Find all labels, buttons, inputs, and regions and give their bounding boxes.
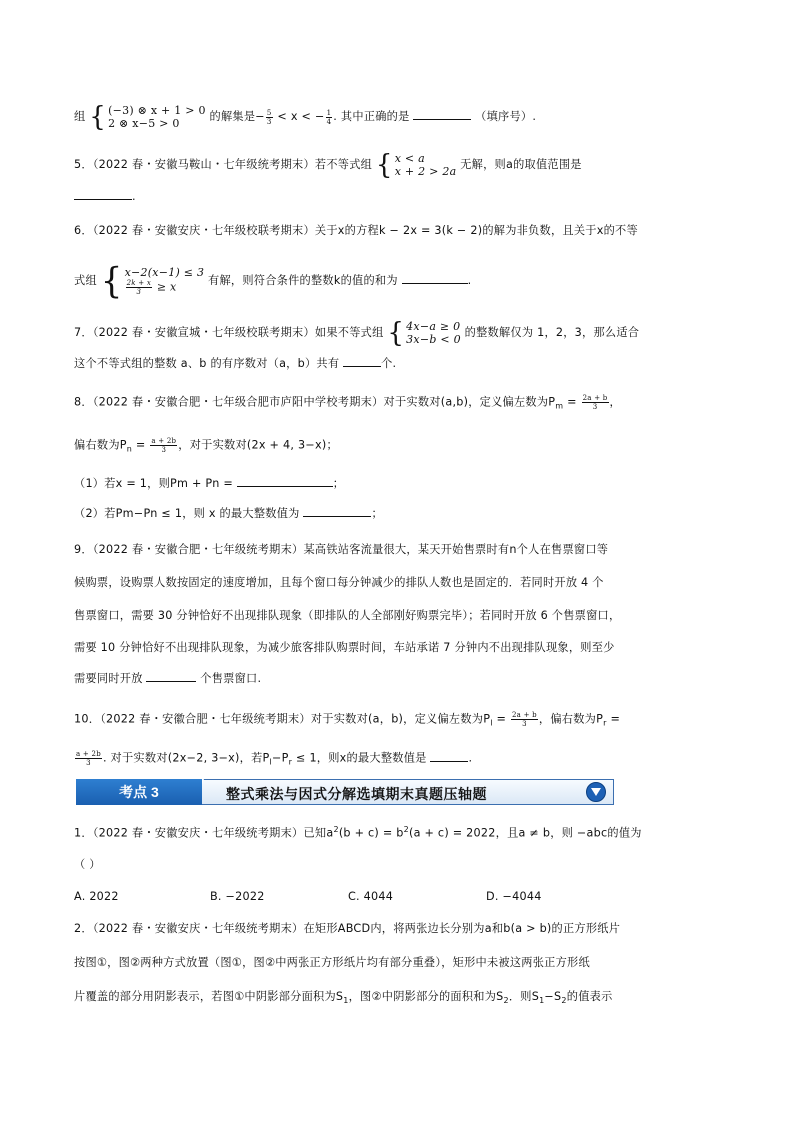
question-text: 售票窗口，需要 30 分钟恰好不出现排队现象（即排队的人全部刚好购票完毕）；若同时开放 6 个售票窗口，	[74, 609, 621, 622]
question-text: ，偏右数为P	[538, 712, 604, 726]
question-text: 偏右数为P	[74, 438, 127, 452]
question-10-line-1	[74, 711, 620, 728]
subscript: l	[490, 718, 493, 728]
subscript: l	[269, 757, 273, 767]
fraction: $\frac{5}{3}$	[266, 108, 272, 126]
fraction: $\frac{1}{4}$	[326, 108, 332, 126]
text: =	[563, 395, 581, 409]
section-question-2-line-2	[74, 957, 590, 968]
system-row: (−3) ⊗ x + 1 > 0	[108, 104, 206, 117]
question-text: 这个不等式组的整数 a、b 的有序数对（a，b）共有	[74, 357, 340, 370]
text: ；	[332, 477, 345, 490]
question-text: 8．（2022 春・安徽合肥・七年级合肥市庐阳中学校考期末）对于实数对(a,b)，定义偏左数为P	[74, 395, 556, 409]
system-row: x < a	[394, 152, 425, 165]
subscript: n	[126, 444, 133, 454]
question-text: （1）若x = 1，则Pm + Pn =	[74, 477, 233, 490]
system-row: 4x−a ≥ 0	[406, 320, 461, 333]
fraction: $\frac{a + 2b}{3}$	[151, 437, 177, 454]
text: 的解集是−	[209, 110, 265, 123]
subscript: 2	[561, 996, 567, 1006]
text: （填序号）.	[475, 110, 537, 123]
answer-blank	[343, 365, 381, 367]
question-text: 9．（2022 春・安徽合肥・七年级统考期末）某高铁站客流量很大，某天开始售票时有n个人在售票窗口等	[74, 543, 609, 556]
text: 个.	[381, 357, 397, 370]
question-8-part-1	[74, 478, 344, 489]
text: < x < −	[273, 110, 325, 123]
answer-blank	[430, 760, 468, 762]
fraction: $\frac{2a + b}{3}$	[511, 711, 537, 728]
question-9-line-2	[74, 577, 604, 588]
section-badge: 考点 3	[76, 779, 202, 805]
text: 式组	[74, 274, 97, 287]
question-7-line-1	[74, 317, 640, 349]
subscript: 1	[343, 996, 349, 1006]
text: (b + c) = b	[338, 826, 404, 840]
fraction: $\frac{a + 2b}{3}$	[76, 750, 101, 767]
subscript: 2	[503, 996, 509, 1006]
text: ；	[371, 507, 383, 520]
text: .	[132, 190, 136, 203]
question-5-line-2	[74, 191, 136, 202]
section-question-1-line-2	[74, 859, 101, 870]
text: =	[492, 712, 510, 726]
text: . 其中正确的是	[333, 110, 410, 123]
answer-bracket: （ ）	[74, 858, 101, 871]
question-9-line-3	[74, 610, 620, 621]
option-b[interactable]: B. −2022	[210, 890, 265, 903]
question-text: ，对于实数对(2x + 4, 3−x)；	[178, 438, 338, 452]
question-8-line-2	[74, 437, 338, 454]
text: −S	[544, 990, 562, 1003]
question-9-line-4	[74, 642, 615, 653]
question-6-line-2	[74, 260, 472, 302]
chevron-down-icon[interactable]	[586, 782, 606, 802]
question-text: 10．（2022 春・安徽合肥・七年级统考期末）对于实数对(a，b)，定义偏左数为P	[74, 712, 491, 726]
system-row: 2 ⊗ x−5 > 0	[108, 117, 180, 130]
question-8-part-2	[74, 508, 383, 519]
question-9-line-5	[74, 673, 261, 684]
section-question-1-line-1	[74, 826, 642, 839]
subscript: r	[288, 757, 293, 767]
superscript: 2	[333, 825, 339, 834]
text: −P	[272, 751, 289, 765]
question-text: 无解，则a的取值范围是	[460, 158, 582, 171]
text: =	[606, 712, 621, 726]
top-line	[74, 101, 537, 133]
text: .	[467, 274, 472, 287]
subscript: 1	[539, 996, 545, 1006]
question-text: 个售票窗口.	[200, 672, 262, 685]
question-text: ．则S	[508, 990, 540, 1003]
question-5-line-1	[74, 149, 582, 181]
system-row: $\frac{2k + x}{3}$ ≥ x	[126, 279, 177, 296]
question-8-line-1	[74, 394, 621, 411]
question-text: ，图②中阴影部分的面积和为S	[348, 990, 504, 1003]
question-text: 需要同时开放	[74, 672, 143, 685]
section-question-1-options	[74, 891, 542, 902]
system-row: 3x−b < 0	[406, 333, 461, 346]
question-text: 的整数解仅为 1，2，3，那么适合	[464, 326, 640, 339]
option-c[interactable]: C. 4044	[348, 890, 394, 903]
section-question-2-line-1	[74, 923, 620, 934]
answer-blank	[146, 680, 196, 682]
question-text: （2）若Pm−Pn ≤ 1，则 x 的最大整数值为	[74, 507, 300, 520]
question-text: . 对于实数对(2x−2, 3−x)，若P	[102, 751, 270, 765]
answer-blank	[74, 198, 132, 200]
superscript: 2	[403, 825, 409, 834]
answer-blank	[303, 515, 371, 517]
question-text: 7．（2022 春・安徽宣城・七年级校联考期末）如果不等式组	[74, 326, 384, 339]
question-9-line-1	[74, 544, 608, 555]
text: =	[132, 438, 150, 452]
question-text: 有解，则符合条件的整数k的值的和为	[208, 274, 398, 287]
inequality-system: { (−3) ⊗ x + 1 > 0 2 ⊗ x−5 > 0	[89, 101, 206, 133]
fraction: $\frac{2a + b}{3}$	[582, 394, 608, 411]
question-text: 候购票，设购票人数按固定的速度增加，且每个窗口每分钟减少的排队人数也是固定的．若同时开放 4 个	[74, 576, 604, 589]
answer-blank	[237, 485, 333, 487]
option-d[interactable]: D. −4044	[486, 890, 542, 903]
section-title: 整式乘法与因式分解选填期末真题压轴题	[226, 787, 487, 803]
system-row: x + 2 > 2a	[394, 165, 457, 178]
question-text: 按图①，图②两种方式放置（图①，图②中两张正方形纸片均有部分重叠），矩形中未被这两张正方形纸	[74, 956, 590, 969]
question-text: 5．（2022 春・安徽马鞍山・七年级统考期末）若不等式组	[74, 158, 373, 171]
text: .	[468, 751, 473, 765]
inequality-system: { x−2(x−1) ≤ 3 $\frac{2k + x}{3}$ ≥ x	[100, 260, 205, 302]
question-text: 6．（2022 春・安徽安庆・七年级校联考期末）关于x的方程k − 2x = 3(k − 2)的解为非负数，且关于x的不等	[74, 224, 638, 237]
question-text: ≤ 1，则x的最大整数值是	[292, 751, 427, 765]
section-banner	[76, 779, 612, 805]
text: ，	[609, 395, 621, 409]
inequality-system: { 4x−a ≥ 0 3x−b < 0	[387, 317, 461, 349]
section-question-2-line-3	[74, 991, 613, 1005]
answer-blank	[413, 118, 471, 120]
question-6-line-1	[74, 225, 638, 236]
question-text: 2．（2022 春・安徽安庆・七年级统考期末）在矩形ABCD内，将两张边长分别为a和b(a > b)的正方形纸片	[74, 922, 621, 935]
subscript: m	[555, 401, 564, 411]
question-text: 1．（2022 春・安徽安庆・七年级统考期末）已知a	[74, 826, 334, 840]
question-text: 需要 10 分钟恰好不出现排队现象，为减少旅客排队购票时间，车站承诺 7 分钟内不出现排队现象，则至少	[74, 641, 615, 654]
system-row: x−2(x−1) ≤ 3	[124, 266, 205, 279]
answer-blank	[402, 282, 468, 284]
question-10-line-2	[74, 750, 472, 767]
question-text: (a + c) = 2022，且a ≠ b，则 −abc的值为	[408, 826, 642, 840]
option-a[interactable]: A. 2022	[74, 890, 119, 903]
top-prefix: 组	[74, 110, 86, 123]
inequality-system: { x < a x + 2 > 2a	[375, 149, 457, 181]
question-7-line-2	[74, 358, 396, 369]
subscript: r	[603, 718, 607, 728]
question-text: 片覆盖的部分用阴影表示，若图①中阴影部分面积为S	[74, 990, 344, 1003]
question-text: 的值表示	[566, 990, 613, 1003]
